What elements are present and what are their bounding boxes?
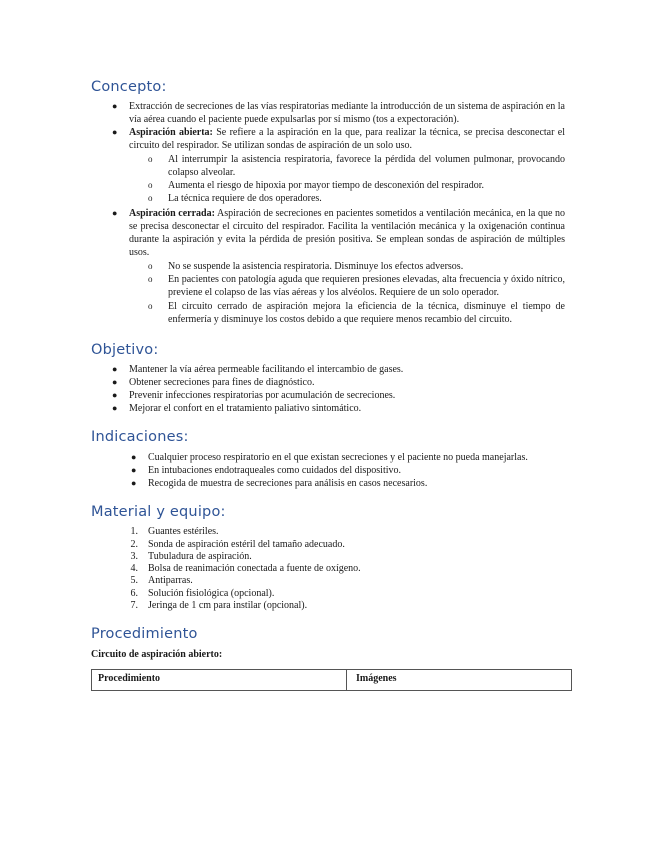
list-number: 7.	[130, 600, 138, 611]
indicaciones-item-1: Cualquier proceso respiratorio en el que existan secreciones y el paciente no pueda manejarlas.	[148, 452, 528, 463]
list-number: 2.	[130, 539, 138, 550]
material-item-7: Jeringa de 1 cm para instilar (opcional).	[148, 600, 308, 611]
indicaciones-item-2: En intubaciones endotraqueales como cuidados del dispositivo.	[148, 465, 401, 476]
circuito-abierto-subtitle: Circuito de aspiración abierto:	[91, 649, 223, 660]
objetivo-item-1: Mantener la vía aérea permeable facilitando el intercambio de gases.	[129, 364, 404, 375]
bullet-icon: ●	[112, 377, 118, 387]
list-number: 6.	[130, 588, 138, 599]
bullet-icon: ●	[112, 101, 118, 111]
bullet-icon: ●	[112, 208, 118, 218]
material-item-1: Guantes estériles.	[148, 526, 219, 537]
bullet-icon: ●	[112, 364, 118, 374]
sub-bullet-icon: o	[148, 193, 153, 203]
bullet-icon: ●	[131, 478, 137, 488]
objetivo-item-3: Prevenir infecciones respiratorias por acumulación de secreciones.	[129, 390, 396, 401]
objetivo-item-2: Obtener secreciones para fines de diagnóstico.	[129, 377, 315, 388]
heading-material: Material y equipo:	[91, 504, 226, 520]
sub-bullet-icon: o	[148, 301, 153, 311]
procedure-table	[91, 669, 572, 691]
material-item-4: Bolsa de reanimación conectada a fuente de oxígeno.	[148, 563, 361, 574]
material-item-3: Tubuladura de aspiración.	[148, 551, 252, 562]
cerrada-sub-item-2: En pacientes con patología aguda que requieren presiones elevadas, alta frecuencia y óxido nítrico, previene el colapso de las vías aéreas y los alvéolos. Requiere de un solo operador.	[168, 274, 565, 298]
bullet-icon: ●	[112, 403, 118, 413]
bullet-icon: ●	[131, 465, 137, 475]
cerrada-sub-item-3: El circuito cerrado de aspiración mejora la eficiencia de la técnica, disminuye el tiempo de enfermería y disminuye los costos debido a que requiere menos recambio del circuito.	[168, 301, 565, 325]
table-header-cell	[92, 670, 347, 690]
sub-bullet-icon: o	[148, 274, 153, 284]
aspiracion-cerrada-label: Aspiración cerrada:	[129, 208, 215, 219]
aspiracion-abierta-label: Aspiración abierta:	[129, 127, 213, 138]
abierta-sub-item-3: La técnica requiere de dos operadores.	[168, 193, 322, 204]
heading-concepto: Concepto:	[91, 79, 167, 95]
bullet-icon: ●	[112, 390, 118, 400]
table-header-procedimiento: Procedimiento	[98, 673, 161, 684]
cerrada-sub-item-1: No se suspende la asistencia respiratoria. Disminuye los efectos adversos.	[168, 261, 464, 272]
heading-objetivo: Objetivo:	[91, 342, 159, 358]
sub-bullet-icon: o	[148, 154, 153, 164]
material-item-2: Sonda de aspiración estéril del tamaño adecuado.	[148, 539, 345, 550]
concepto-item-2: Aspiración abierta: Se refiere a la aspiración en la que, para realizar la técnica, se precisa desconectar el circuito del respirador. Se utilizan sondas de aspiración de un solo uso.	[129, 127, 566, 151]
list-number: 1.	[130, 526, 138, 537]
abierta-sub-item-1: Al interrumpir la asistencia respiratoria, favorece la pérdida del volumen pulmonar, provocando colapso alveolar.	[168, 154, 565, 178]
concepto-item-3: Aspiración cerrada: Aspiración de secreciones en pacientes sometidos a ventilación mecánica, en la que no se precisa desconectar el circuito del respirador. Facilita la ventilación mecánica y la oxigenación continua durante la aspiración y evita la pérdida de presión positiva. Se emplean sondas de aspiración de múltiples usos.	[129, 208, 565, 258]
material-item-6: Solución fisiológica (opcional).	[148, 588, 275, 599]
table-header-imagenes: Imágenes	[356, 673, 397, 684]
concepto-item-1: Extracción de secreciones de las vías respiratorias mediante la introducción de un sistema de aspiración en la vía aérea cuando el paciente puede expulsarlas por sí mismo (tos a expectoración).	[129, 101, 565, 125]
heading-indicaciones: Indicaciones:	[91, 429, 189, 445]
sub-bullet-icon: o	[148, 261, 153, 271]
list-number: 4.	[130, 563, 138, 574]
material-item-5: Antiparras.	[148, 575, 193, 586]
heading-procedimiento: Procedimiento	[91, 626, 198, 642]
sub-bullet-icon: o	[148, 180, 153, 190]
abierta-sub-item-2: Aumenta el riesgo de hipoxia por mayor tiempo de desconexión del respirador.	[168, 180, 485, 191]
objetivo-item-4: Mejorar el confort en el tratamiento paliativo sintomático.	[129, 403, 362, 414]
bullet-icon: ●	[112, 127, 118, 137]
indicaciones-item-3: Recogida de muestra de secreciones para análisis en casos necesarios.	[148, 478, 428, 489]
list-number: 5.	[130, 575, 138, 586]
bullet-icon: ●	[131, 452, 137, 462]
list-number: 3.	[130, 551, 138, 562]
